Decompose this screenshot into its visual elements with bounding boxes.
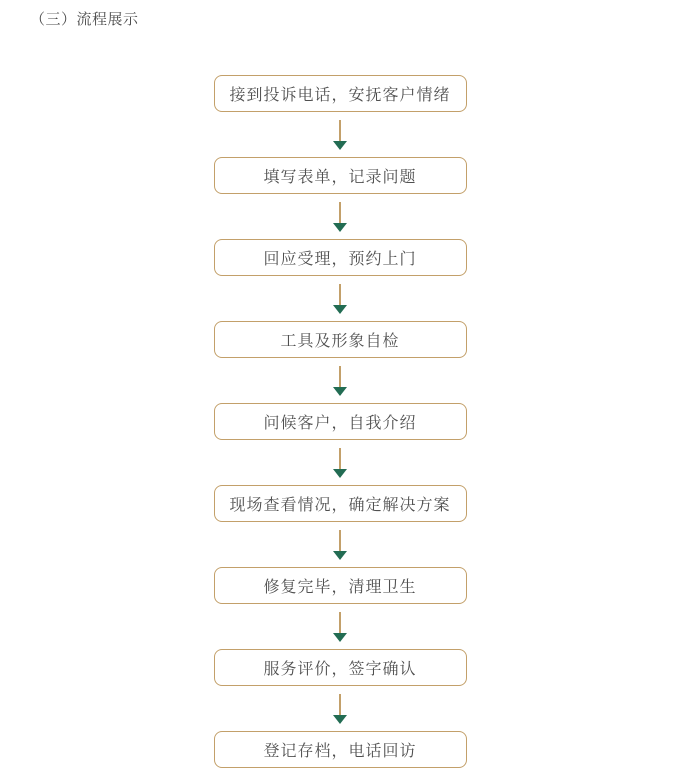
down-arrow-icon — [333, 522, 347, 567]
flow-step-box — [214, 649, 467, 686]
down-arrow-head — [333, 715, 347, 724]
flow-step-label: 服务评价，签字确认 — [263, 661, 417, 678]
down-arrow-icon — [333, 440, 347, 485]
down-arrow-shaft — [339, 694, 341, 715]
flow-step-box — [214, 731, 467, 768]
down-arrow-icon — [333, 194, 347, 239]
down-arrow-icon — [333, 604, 347, 649]
flowchart — [0, 75, 680, 768]
down-arrow-head — [333, 551, 347, 560]
flow-step-label: 现场查看情况，确定解决方案 — [229, 497, 451, 514]
down-arrow-head — [333, 469, 347, 478]
down-arrow-shaft — [339, 202, 341, 223]
flow-step-box — [214, 157, 467, 194]
down-arrow-shaft — [339, 612, 341, 633]
flow-step — [214, 239, 467, 321]
flow-step-box — [214, 403, 467, 440]
down-arrow-icon — [333, 276, 347, 321]
flow-step-box — [214, 567, 467, 604]
down-arrow-shaft — [339, 120, 341, 141]
flow-step-label: 登记存档，电话回访 — [263, 743, 417, 760]
flow-step — [214, 321, 467, 403]
flow-step — [214, 75, 467, 157]
down-arrow-shaft — [339, 448, 341, 469]
down-arrow-head — [333, 387, 347, 396]
flow-step — [214, 649, 467, 731]
down-arrow-icon — [333, 112, 347, 157]
flow-step-label: 接到投诉电话，安抚客户情绪 — [229, 87, 451, 104]
flow-step-label: 修复完毕，清理卫生 — [263, 579, 417, 596]
flow-step — [214, 731, 467, 768]
flow-step — [214, 157, 467, 239]
down-arrow-head — [333, 141, 347, 150]
flow-step — [214, 485, 467, 567]
flow-step — [214, 567, 467, 649]
down-arrow-icon — [333, 686, 347, 731]
page-title: （三）流程展示 — [30, 11, 139, 28]
down-arrow-shaft — [339, 284, 341, 305]
down-arrow-shaft — [339, 366, 341, 387]
flow-step-box — [214, 75, 467, 112]
down-arrow-icon — [333, 358, 347, 403]
flow-step-box — [214, 321, 467, 358]
down-arrow-head — [333, 633, 347, 642]
flow-step-label: 问候客户，自我介绍 — [263, 415, 417, 432]
down-arrow-head — [333, 305, 347, 314]
flow-step-label: 工具及形象自检 — [280, 333, 400, 350]
flow-step-label: 填写表单，记录问题 — [263, 169, 417, 186]
flow-step-box — [214, 239, 467, 276]
down-arrow-shaft — [339, 530, 341, 551]
flow-step-box — [214, 485, 467, 522]
down-arrow-head — [333, 223, 347, 232]
flow-step-label: 回应受理，预约上门 — [263, 251, 417, 268]
flow-step — [214, 403, 467, 485]
